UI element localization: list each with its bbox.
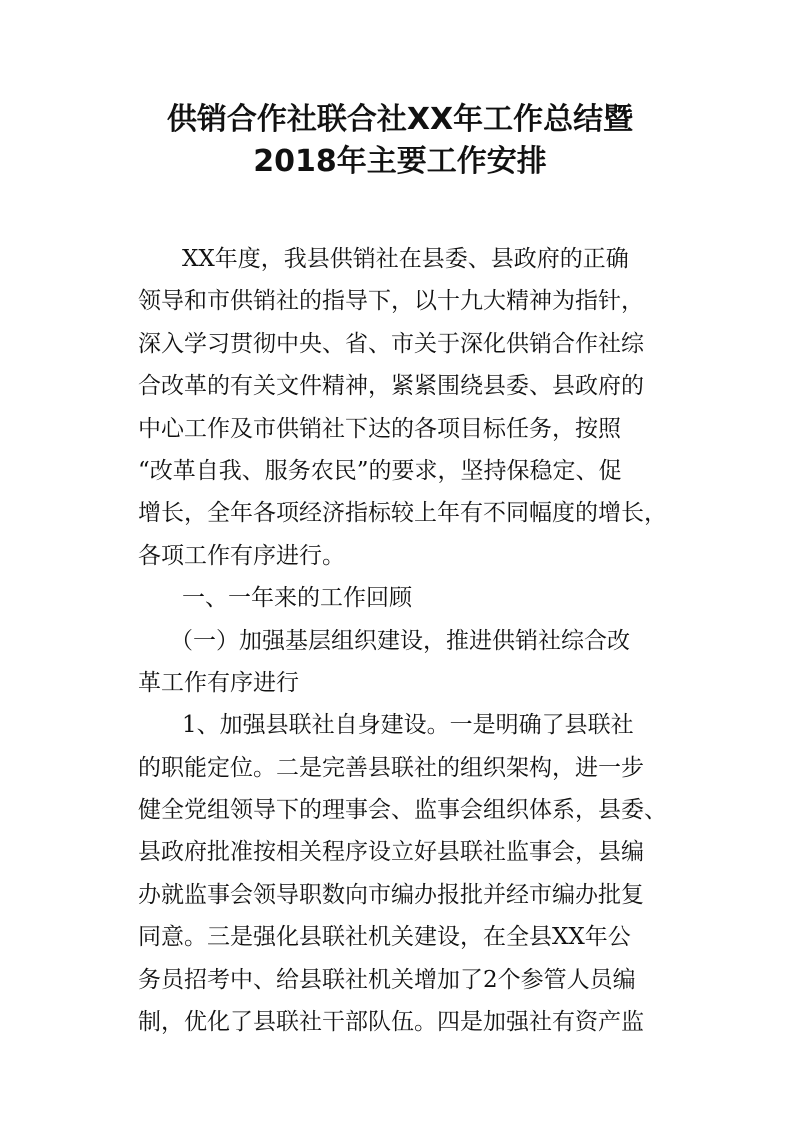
body-line: 一、一年来的工作回顾: [182, 585, 412, 612]
document-title-line-1: 供销合作社联合社XX年工作总结暨: [166, 102, 634, 137]
body-line: 同意。三是强化县联社机关建设，在全县XX年公: [138, 924, 631, 951]
body-line: “改革自我、服务农民”的要求，坚持保稳定、促: [138, 457, 622, 484]
body-line: 各项工作有序进行。: [138, 542, 345, 569]
body-line: 1、加强县联社自身建设。一是明确了县联社: [182, 712, 634, 739]
body-line: 务员招考中、给县联社机关增加了2个参管人员编: [138, 966, 636, 993]
body-line: 革工作有序进行: [138, 669, 299, 696]
body-line: 领导和市供销社的指导下，以十九大精神为指针，: [138, 288, 644, 315]
body-line: 深入学习贯彻中央、省、市关于深化供销合作社综: [138, 330, 644, 357]
body-line: （一）加强基层组织建设，推进供销社综合改: [170, 627, 630, 654]
body-line: 增长，全年各项经济指标较上年有不同幅度的增长，: [138, 500, 667, 527]
body-line: 办就监事会领导职数向市编办报批并经市编办批复: [138, 881, 644, 908]
body-line: 的职能定位。二是完善县联社的组织架构，进一步: [138, 754, 644, 781]
document-title-line-2: 2018年主要工作安排: [253, 144, 547, 179]
body-line: 合改革的有关文件精神，紧紧围绕县委、县政府的: [138, 373, 644, 400]
body-line: 中心工作及市供销社下达的各项目标任务，按照: [138, 415, 621, 442]
body-line: 健全党组领导下的理事会、监事会组织体系，县委、: [138, 797, 667, 824]
body-line: 县政府批准按相关程序设立好县联社监事会，县编: [138, 839, 644, 866]
body-line: 制，优化了县联社干部队伍。四是加强社有资产监: [138, 1009, 644, 1036]
body-line: XX年度，我县供销社在县委、县政府的正确: [182, 246, 629, 272]
document-body: [138, 238, 678, 1043]
